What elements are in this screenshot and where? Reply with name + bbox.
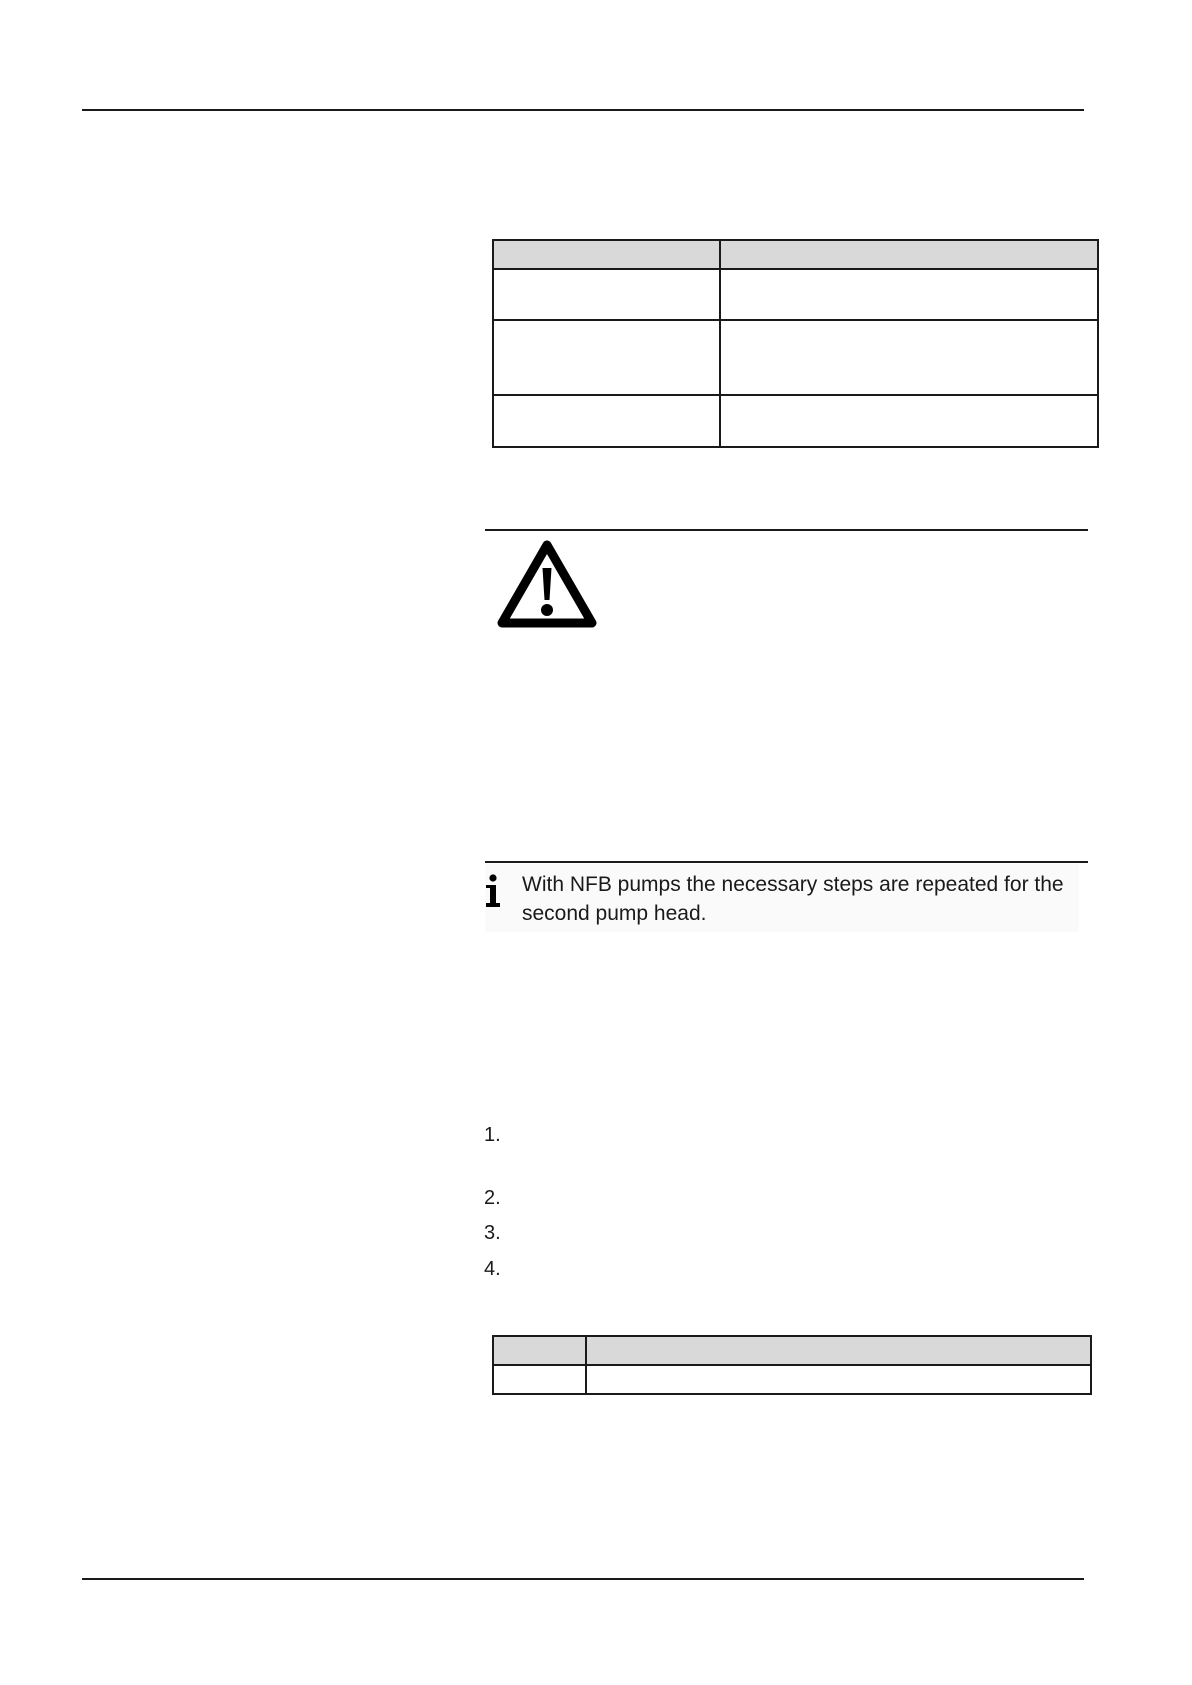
step-number: 2. [484, 1187, 501, 1209]
table-header-cell [493, 1336, 586, 1365]
parameter-table [492, 239, 1099, 448]
step-number: 4. [484, 1258, 501, 1280]
table-header-cell [493, 240, 720, 269]
header-rule [82, 109, 1084, 111]
table-row [493, 395, 1098, 447]
info-icon [485, 874, 501, 908]
table-row [493, 320, 1098, 395]
footer-rule [82, 1578, 1084, 1580]
info-rule [485, 861, 1088, 863]
table-header-cell [586, 1336, 1091, 1365]
step-number: 1. [484, 1124, 501, 1146]
table-header-cell [720, 240, 1098, 269]
warning-triangle-icon [495, 538, 599, 630]
step-number: 3. [484, 1222, 501, 1244]
info-note-text: With NFB pumps the necessary steps are repeated for the second pump head. [522, 873, 1064, 925]
table-row [493, 269, 1098, 320]
table-row [493, 1365, 1091, 1394]
warning-rule [485, 529, 1088, 531]
reference-table [492, 1335, 1092, 1395]
